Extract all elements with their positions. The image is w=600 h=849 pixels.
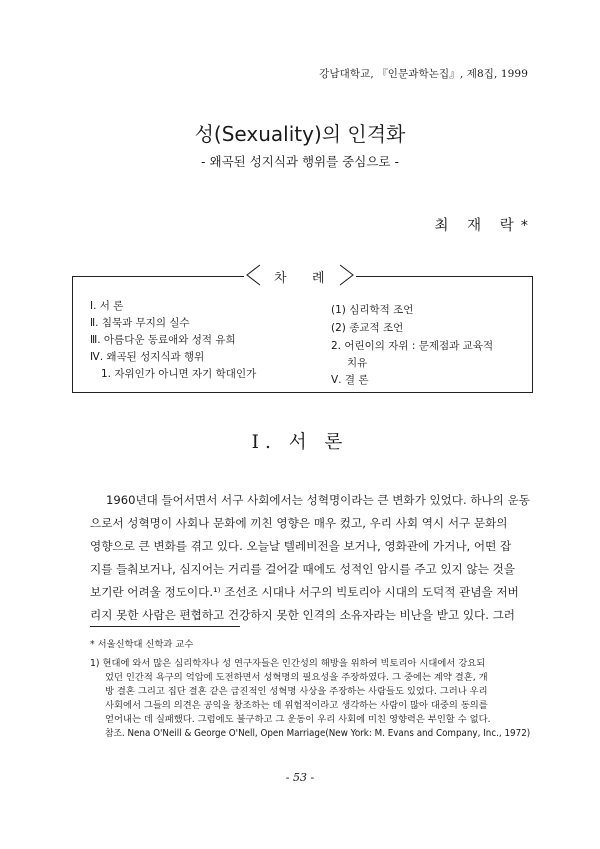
toc-item: (2) 종교적 조언: [331, 322, 404, 334]
paper-subtitle: - 왜곡된 성지식과 행위를 중심으로 -: [201, 154, 399, 169]
author: [435, 214, 529, 235]
toc-item: Ⅴ. 결 론: [331, 374, 369, 386]
body-line: 영향으로 큰 변화를 겪고 있다. 오늘날 텔레비전을 보거나, 영화관에 가거나, 어떤 잡: [90, 539, 512, 553]
journal-header: 강남대학교, 『인문과학논집』, 제8집, 1999: [319, 68, 528, 80]
body-line: 1960년대 들어서면서 서구 사회에서는 성혁명이라는 큰 변화가 있었다. 하나의 운동: [106, 493, 530, 507]
author-name: 최 재 락: [434, 218, 521, 234]
toc-item: 치유: [347, 357, 368, 369]
footnote-line: 었던 인간적 욕구의 억압에 도전하면서 성혁명의 필요성을 주장하였다. 그 중에는 계약 결혼, 개: [105, 672, 488, 683]
toc-item: Ⅳ. 왜곡된 성지식과 행위: [90, 351, 205, 363]
toc-bracket-icon: [244, 264, 356, 286]
toc-heading-left: 차: [274, 271, 287, 286]
author-footnote-mark: *: [520, 218, 528, 234]
body-line: 지를 들춰보거나, 심지어는 거리를 걸어갈 때에도 성적인 암시를 주고 있지 않는 것을: [90, 562, 516, 576]
toc-item: 2. 어린이의 자위 : 문제점과 교육적: [331, 340, 494, 352]
toc-item: Ⅰ. 서 론: [90, 300, 124, 312]
toc-item: Ⅱ. 침묵과 무지의 실수: [90, 317, 190, 329]
footnote-line: 1) 현대에 와서 많은 심리학자나 성 연구자들은 인간성의 해방을 위하여 빅토리아 시대에서 강요되: [90, 658, 486, 669]
toc-item: 1. 자위인가 아니면 자기 학대인가: [101, 368, 257, 380]
body-line: 리지 못한 사람은 편협하고 건강하지 못한 인격의 소유자라는 비난을 받고 있다. 그러: [90, 608, 516, 622]
toc-item: (1) 심리학적 조언: [331, 304, 414, 316]
footnote-line: 방 결혼 그리고 집단 결혼 같은 급진적인 성혁명 사상을 주장하는 사람들도 있었다. 그러나 우리: [105, 686, 488, 697]
body-line: 보기란 어려울 정도이다.¹⁾ 조선조 시대나 서구의 빅토리아 시대의 도덕적 관념을 저버: [90, 585, 519, 599]
page-number: - 53 -: [285, 771, 315, 784]
section-heading: Ⅰ. 서 론: [251, 432, 349, 453]
body-line: 으로서 성혁명이 사회나 문화에 끼친 영향은 매우 컸고, 우리 사회 역시 서구 문화의: [90, 516, 508, 530]
toc-heading: [244, 264, 356, 286]
toc-item: Ⅲ. 아름다운 동료애와 성적 유희: [90, 334, 236, 346]
toc-heading-right: 례: [312, 271, 325, 286]
footnote-line: 사회에서 그들의 의견은 공익을 창조하는 데 위험적이라고 생각하는 사람이 많아 대중의 동의를: [105, 700, 488, 711]
footnote-line: 참조. Nena O'Neill & George O'Nell, Open Marriage(New York: M. Evans and Company, Inc., 1972): [105, 728, 531, 739]
paper-title: 성(Sexuality)의 인격화: [194, 122, 406, 146]
footnote-affiliation: * 서울신학대 신학과 교수: [90, 639, 194, 650]
footnote-line: 얻어내는 데 실패했다. 그럼에도 불구하고 그 운동이 우리 사회에 미친 영향력은 부인할 수 없다.: [105, 714, 491, 725]
footnote-divider: [90, 626, 240, 627]
